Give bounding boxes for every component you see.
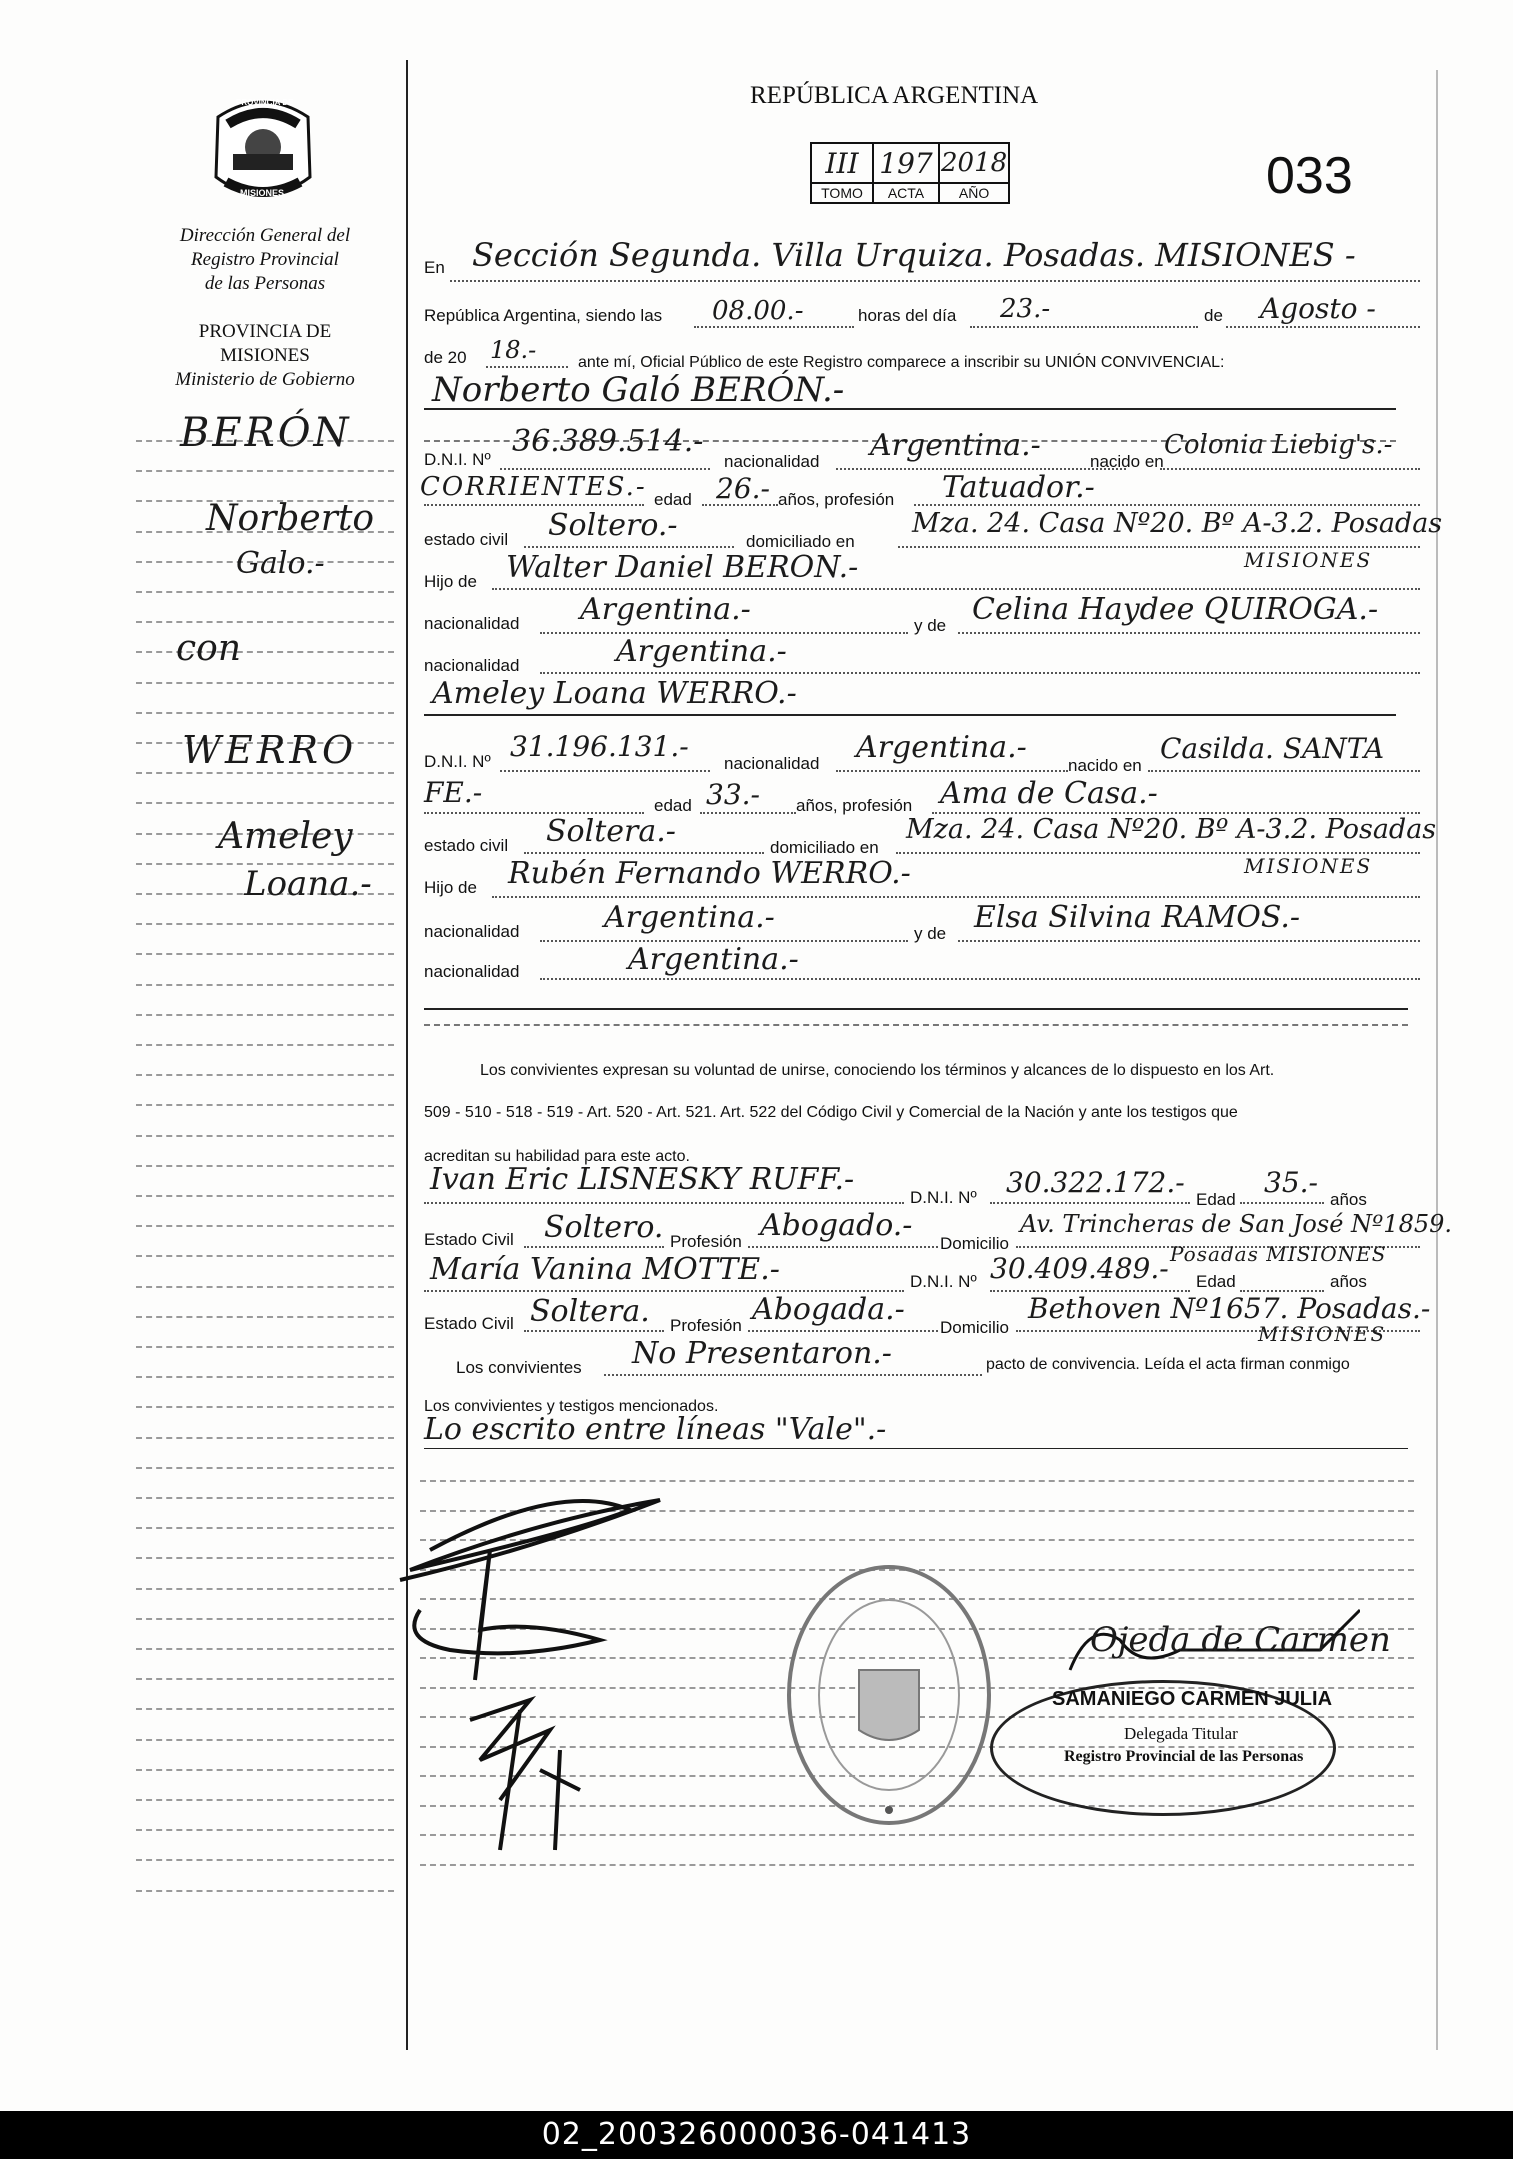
sidebar-rule: [136, 651, 394, 653]
witness1-name-line: [424, 1202, 904, 1204]
tomo-value: III: [825, 146, 859, 180]
convivientes-label: Los convivientes: [456, 1358, 582, 1377]
person1-domicilio-label: domiciliado en: [746, 532, 855, 551]
margin-note-surname1: BERÓN: [180, 410, 352, 456]
witness1-dni: 30.322.172.-: [1006, 1166, 1185, 1199]
person1-name-line: [424, 408, 1396, 410]
dia-value: 23.-: [1000, 294, 1051, 324]
convivientes-value: No Presentaron.-: [632, 1336, 892, 1371]
sidebar-rule: [136, 1316, 394, 1318]
hora-value: 08.00.-: [712, 296, 804, 326]
person1-edad-label: edad: [654, 490, 692, 509]
sidebar-rule: [136, 1014, 394, 1016]
sidebar-rule: [136, 1829, 394, 1831]
margin-note-firstname2: Ameley: [218, 816, 353, 857]
sidebar-rule: [136, 1890, 394, 1892]
person1-nacionalidad: Argentina.-: [870, 428, 1041, 463]
vale-text: Lo escrito entre líneas "Vale".-: [424, 1412, 887, 1447]
sidebar-rule: [136, 470, 394, 472]
sidebar-rule: [136, 1286, 394, 1288]
document-id-footer: 02_200326000036-041413: [0, 2111, 1513, 2159]
person2-estado: Soltera.-: [546, 814, 676, 849]
person2-edad: 33.-: [706, 778, 760, 811]
acta-cell: [873, 143, 939, 183]
person1-nacido-line: [1160, 468, 1420, 470]
sidebar-rule: [136, 1135, 394, 1137]
person2-estado-label: estado civil: [424, 836, 509, 855]
person2-profesion: Ama de Casa.-: [940, 776, 1158, 811]
person1-domicilio-cont: MISIONES: [1244, 548, 1373, 572]
margin-note-firstname1: Norberto: [206, 498, 375, 539]
person1-edad: 26.-: [716, 472, 770, 505]
anio-line: [486, 366, 568, 368]
witness2-domicilio-cont: MISIONES: [1258, 1322, 1387, 1346]
witness2-name: María Vanina MOTTE.-: [430, 1252, 780, 1287]
person1-profesion-line: [914, 504, 1420, 506]
person2-madre: Elsa Silvina RAMOS.-: [974, 900, 1301, 935]
witness2-profesion-line: [748, 1330, 938, 1332]
sidebar-rule: [136, 1074, 394, 1076]
tomo-label: TOMO: [811, 183, 873, 203]
sidebar-rule: [136, 1799, 394, 1801]
statement-text: ante mí, Oficial Público de este Registro comparece a inscribir su UNIÓN CONVIVENCIAL:: [578, 354, 1225, 371]
anio-prefix: de 20: [424, 348, 467, 367]
person2-edad-label: edad: [654, 796, 692, 815]
person1-dni-label: D.N.I. Nº: [424, 450, 491, 469]
sidebar-rule: [136, 1467, 394, 1469]
section-divider-2: [424, 1024, 1408, 1026]
sidebar-rule: [136, 621, 394, 623]
tomo-cell: [811, 143, 873, 183]
sidebar-prov1: PROVINCIA DE: [198, 321, 332, 342]
witness1-estado-label: Estado Civil: [424, 1230, 514, 1249]
acta-label: ACTA: [873, 183, 939, 203]
margin-note-middlename1: Galo.-: [236, 546, 325, 581]
person1-estado: Soltero.-: [548, 508, 678, 543]
person2-nacionalidad-label: nacionalidad: [724, 754, 820, 773]
person1-nacido-label: nacido en: [1090, 452, 1164, 471]
witness1-domicilio-label: Domicilio: [940, 1234, 1009, 1253]
witness2-dni: 30.409.489.-: [990, 1252, 1169, 1285]
witness2-estado-label: Estado Civil: [424, 1314, 514, 1333]
sidebar-rule: [136, 591, 394, 593]
sidebar-line1: Dirección General del: [179, 225, 351, 246]
person1-estado-line: [524, 546, 734, 548]
person2-hijo-label: Hijo de: [424, 878, 477, 897]
person1-padre-line: [492, 588, 1420, 590]
sidebar-rule: [136, 1527, 394, 1529]
sidebar-rule: [136, 953, 394, 955]
margin-note-middlename2: Loana.-: [244, 864, 372, 904]
person2-madre-line: [958, 940, 1420, 942]
sidebar-rule: [136, 1437, 394, 1439]
legal-p2: 509 - 510 - 518 - 519 - Art. 520 - Art. 521. Art. 522 del Código Civil y Comercial de la Nación y ante los testigos que: [424, 1104, 1238, 1121]
person2-name: Ameley Loana WERRO.-: [432, 676, 797, 711]
person2-dni-line: [500, 770, 710, 772]
acta-value: 197: [879, 146, 933, 180]
official-name: SAMANIEGO CARMEN JULIA: [1052, 1688, 1333, 1710]
sidebar-rule: [136, 1618, 394, 1620]
anio-cell: [939, 143, 1009, 183]
sidebar-province: [120, 320, 410, 392]
person2-nacionalidad-line: [836, 770, 1068, 772]
sidebar-rule: [136, 1739, 394, 1741]
sidebar-rule: [136, 1044, 394, 1046]
sidebar-rule: [136, 1497, 394, 1499]
horas-label: horas del día: [858, 306, 957, 325]
person1-name: Norberto Galó BERÓN.-: [432, 370, 845, 410]
person2-nac-padre-label: nacionalidad: [424, 922, 520, 941]
witness1-edad-label: Edad: [1196, 1190, 1236, 1209]
witness2-anios-label: años: [1330, 1272, 1367, 1291]
official-office: Registro Provincial de las Personas: [1064, 1748, 1304, 1765]
person2-edad-line: [700, 812, 796, 814]
person1-nac-madre: Argentina.-: [616, 634, 787, 669]
sidebar-rule: [136, 1557, 394, 1559]
person1-yde-label: y de: [914, 616, 947, 635]
witness1-profesion: Abogado.-: [760, 1208, 913, 1243]
margin-note-surname2: WERRO: [182, 728, 358, 772]
page-number: 033: [1266, 147, 1353, 205]
logo-top-text: PROVINCIA DE: [236, 98, 294, 107]
sidebar-rule: [136, 802, 394, 804]
witness2-edad-label: Edad: [1196, 1272, 1236, 1291]
sidebar-rule: [136, 1376, 394, 1378]
person2-domicilio: Mza. 24. Casa Nº20. Bº A-3.2. Posadas: [906, 814, 1437, 845]
en-label: En: [424, 258, 445, 277]
witness1-edad: 35.-: [1264, 1166, 1318, 1199]
sidebar-rule: [136, 1104, 394, 1106]
witness1-dni-line: [990, 1202, 1190, 1204]
person1-profesion-label: años, profesión: [778, 490, 895, 509]
sidebar-rule: [136, 1648, 394, 1650]
mes-value: Agosto -: [1260, 292, 1376, 325]
section-divider-1: [424, 1008, 1408, 1010]
person2-nacido: Casilda. SANTA: [1160, 732, 1385, 765]
witness2-profesion: Abogada.-: [752, 1292, 905, 1327]
person2-nac-madre: Argentina.-: [628, 942, 799, 977]
person2-padre: Rubén Fernando WERRO.-: [508, 856, 911, 891]
registry-seal-logo: [198, 92, 328, 212]
person1-estado-label: estado civil: [424, 530, 509, 549]
person1-dni: 36.389.514.-: [512, 424, 704, 459]
sidebar-rule: [136, 1346, 394, 1348]
hora-line: [694, 326, 854, 328]
sidebar-rule: [136, 712, 394, 714]
dia-line: [970, 326, 1198, 328]
witness1-edad-line: [1240, 1202, 1324, 1204]
vale-line: [424, 1448, 1408, 1449]
witness2-dni-label: D.N.I. Nº: [910, 1272, 977, 1291]
sidebar-line2: Registro Provincial: [191, 249, 339, 270]
person1-nac-madre-line: [540, 672, 1420, 674]
witness2-profesion-label: Profesión: [670, 1316, 742, 1335]
de-label: de: [1204, 306, 1223, 325]
person1-madre: Celina Haydee QUIROGA.-: [972, 592, 1379, 627]
witness2-domicilio-label: Domicilio: [940, 1318, 1009, 1337]
record-reference-table: [810, 142, 1010, 204]
person2-dni: 31.196.131.-: [510, 730, 689, 763]
testigos-text: Los convivientes y testigos mencionados.: [424, 1398, 719, 1415]
person2-nac-padre: Argentina.-: [604, 900, 775, 935]
official-role: Delegada Titular: [1124, 1724, 1238, 1743]
person2-dni-label: D.N.I. Nº: [424, 752, 491, 771]
person2-nac-madre-line: [540, 978, 1420, 980]
person1-nacido-cont: CORRIENTES.-: [420, 472, 647, 502]
sidebar-rule: [136, 923, 394, 925]
sidebar-rule: [136, 1255, 394, 1257]
sidebar-rule: [136, 1588, 394, 1590]
witness1-estado-line: [524, 1246, 664, 1248]
person1-dni-line: [500, 468, 710, 470]
person2-nacionalidad: Argentina.-: [856, 730, 1027, 765]
convivientes-line: [604, 1374, 982, 1376]
sidebar-line3: de las Personas: [204, 273, 326, 294]
right-border-line: [1436, 70, 1438, 2050]
person1-nacido-cont-line: [424, 504, 644, 506]
person1-profesion: Tatuador.-: [942, 470, 1095, 505]
sidebar-rule: [136, 772, 394, 774]
person2-estado-line: [524, 852, 764, 854]
official-round-stamp: [784, 1560, 994, 1830]
witness1-profesion-line: [748, 1246, 938, 1248]
sidebar-registry-title: [120, 224, 410, 296]
witness1-domicilio: Av. Trincheras de San José Nº1859.: [1020, 1210, 1453, 1238]
legal-p1: Los convivientes expresan su voluntad de unirse, conociendo los términos y alcances de lo dispuesto en los Art.: [480, 1062, 1275, 1079]
person2-nac-madre-label: nacionalidad: [424, 962, 520, 981]
en-line: [450, 280, 1420, 282]
country-title: REPÚBLICA ARGENTINA: [750, 82, 1039, 109]
person2-nacido-label: nacido en: [1068, 756, 1142, 775]
person1-nac-madre-label: nacionalidad: [424, 656, 520, 675]
witness1-anios-label: años: [1330, 1190, 1367, 1209]
person1-padre: Walter Daniel BERON.-: [506, 550, 859, 585]
pacto-text: pacto de convivencia. Leída el acta firman conmigo: [986, 1356, 1350, 1373]
person2-yde-label: y de: [914, 924, 947, 943]
witness2-estado: Soltera.: [530, 1294, 650, 1329]
witness1-domicilio-cont: Posadas MISIONES: [1170, 1242, 1387, 1266]
official-signature-text: Ojeda de Carmen: [1090, 1620, 1391, 1660]
anio-label: AÑO: [939, 183, 1009, 203]
logo-bottom-text: MISIONES: [240, 188, 285, 198]
sidebar-rule: [136, 1195, 394, 1197]
sidebar-prov2: MISIONES: [220, 345, 310, 366]
sidebar-ministry: Ministerio de Gobierno: [175, 369, 355, 390]
person1-domicilio: Mza. 24. Casa Nº20. Bº A-3.2. Posadas: [912, 508, 1443, 539]
witness2-domicilio: Bethoven Nº1657. Posadas.-: [1028, 1292, 1431, 1325]
sidebar-rule: [136, 1678, 394, 1680]
sidebar-rule: [136, 1225, 394, 1227]
en-value: Sección Segunda. Villa Urquiza. Posadas. MISIONES -: [472, 236, 1356, 274]
person1-nacido: Colonia Liebig's.-: [1164, 430, 1393, 460]
person2-nacido-cont: FE.-: [424, 776, 483, 809]
sidebar-rule: [136, 1406, 394, 1408]
person1-hijo-label: Hijo de: [424, 572, 477, 591]
witness2-estado-line: [524, 1330, 664, 1332]
sidebar-rule: [136, 1165, 394, 1167]
person2-domicilio-label: domiciliado en: [770, 838, 879, 857]
person2-profesion-label: años, profesión: [796, 796, 913, 815]
anio-suffix-value: 18.-: [490, 336, 537, 364]
legal-p3: acreditan su habilidad para este acto.: [424, 1148, 690, 1165]
sidebar-rule: [136, 682, 394, 684]
person1-nacionalidad-label: nacionalidad: [724, 452, 820, 471]
witness1-name: Ivan Eric LISNESKY RUFF.-: [430, 1162, 855, 1197]
mes-line: [1226, 326, 1420, 328]
person2-nacido-line: [1148, 770, 1420, 772]
witness1-dni-label: D.N.I. Nº: [910, 1188, 977, 1207]
sidebar-rule: [136, 1769, 394, 1771]
anio-value: 2018: [941, 148, 1008, 178]
sidebar-rule: [136, 984, 394, 986]
person2-padre-line: [492, 896, 1420, 898]
sidebar-rule: [136, 1859, 394, 1861]
margin-note-con: con: [176, 628, 242, 669]
person2-domicilio-cont: MISIONES: [1244, 854, 1373, 878]
person2-name-line: [424, 714, 1396, 716]
witness1-estado: Soltero.: [544, 1210, 664, 1245]
person1-edad-line: [702, 504, 778, 506]
person1-nac-padre-label: nacionalidad: [424, 614, 520, 633]
person1-nac-padre: Argentina.-: [580, 592, 751, 627]
person1-madre-line: [958, 632, 1420, 634]
republica-label: República Argentina, siendo las: [424, 306, 663, 325]
sidebar-rule: [136, 1708, 394, 1710]
witness1-profesion-label: Profesión: [670, 1232, 742, 1251]
